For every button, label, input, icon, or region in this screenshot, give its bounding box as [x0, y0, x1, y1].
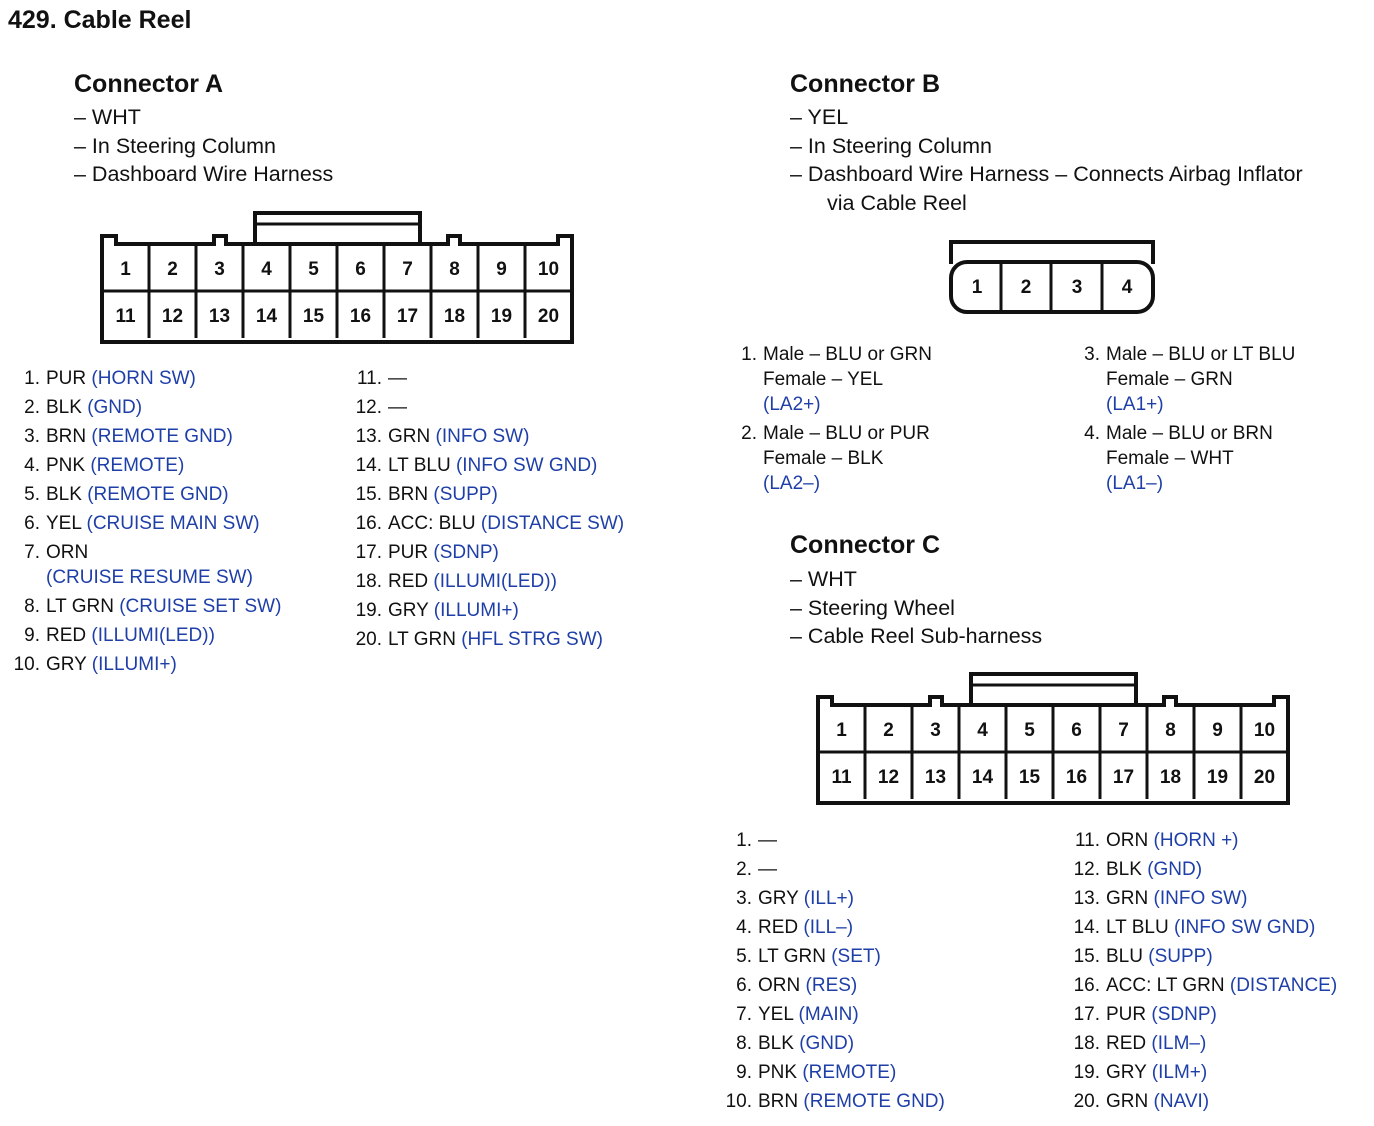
pin-wire-color: ACC: BLU: [388, 513, 476, 534]
pin-function: (REMOTE): [90, 455, 185, 476]
connector-a-diagram: [98, 210, 578, 348]
pin-function: (SDNP): [433, 542, 499, 563]
connector-b-pin-list-left: [733, 342, 1063, 502]
pin-entry: [724, 886, 854, 911]
pin-function: (REMOTE GND): [91, 426, 233, 447]
pin-number: 4.: [1084, 423, 1100, 444]
pin-function: (REMOTE): [802, 1062, 897, 1083]
pin-number: 18.: [355, 571, 382, 592]
pin-number: 10.: [13, 654, 40, 675]
pin-function: (GND): [1147, 859, 1203, 880]
pin-function: (HFL STRG SW): [461, 629, 603, 650]
connector-pin-number: 4: [977, 720, 988, 741]
connector-a-description: [74, 103, 333, 189]
pin-number: 15.: [355, 484, 382, 505]
pin-entry: [350, 540, 499, 565]
pin-entry: [1066, 828, 1239, 853]
pin-entry: [8, 424, 233, 449]
pin-wire-color: LT GRN: [388, 629, 456, 650]
connector-lock-tab: [255, 213, 420, 244]
pin-wire-color: LT GRN: [46, 596, 114, 617]
connector-b-pin-list-right: [1076, 342, 1366, 502]
pin-entry: [724, 1002, 859, 1027]
pin-entry: [350, 482, 498, 507]
pin-male-wire: Male – BLU or BRN: [1106, 423, 1273, 444]
pin-wire-color: LT BLU: [388, 455, 451, 476]
pin-function: (LA2+): [763, 394, 821, 415]
pin-entry: [733, 342, 932, 417]
pin-wire-color: PNK: [758, 1062, 798, 1083]
pin-number: 11.: [1074, 830, 1100, 851]
connector-pin-number: 8: [1165, 720, 1176, 741]
connector-a-desc-line: – Dashboard Wire Harness: [74, 162, 334, 186]
connector-pin-number: 14: [971, 767, 994, 788]
connector-pin-number: 16: [349, 306, 372, 327]
connector-pin-number: 19: [1206, 767, 1229, 788]
page-title: 429. Cable Reel: [8, 6, 192, 34]
pin-number: 5.: [24, 484, 40, 505]
pin-entry: [8, 594, 281, 619]
connector-c-title: Connector C: [790, 531, 940, 559]
pin-entry: [1066, 1060, 1207, 1085]
pin-entry: [1066, 915, 1315, 940]
connector-a-desc-line: – WHT: [74, 105, 141, 129]
pin-female-wire: Female – WHT: [1106, 448, 1234, 469]
pin-function: (ILL+): [803, 888, 854, 909]
pin-number: 3.: [1084, 344, 1100, 365]
connector-pin-number: 13: [924, 767, 947, 788]
connector-pin-number: 14: [255, 306, 278, 327]
pin-male-wire: Male – BLU or PUR: [763, 423, 930, 444]
connector-a-pin-list-right: [350, 366, 680, 666]
pin-entry: [350, 453, 597, 478]
pin-female-wire: Female – GRN: [1106, 369, 1233, 390]
pin-number: 1.: [736, 830, 752, 851]
pin-wire-color: GRY: [1106, 1062, 1147, 1083]
connector-pin-number: 2: [167, 259, 178, 280]
connector-pin-number: 1: [120, 259, 131, 280]
connector-b-desc-line: – Dashboard Wire Harness – Connects Airbag Inflator: [790, 162, 1303, 186]
connector-pin-number: 2: [883, 720, 894, 741]
pin-wire-color: LT BLU: [1106, 917, 1169, 938]
pin-function: (GND): [799, 1033, 855, 1054]
pin-function: (ILLUMI(LED)): [433, 571, 557, 592]
pin-function: (LA1+): [1106, 394, 1164, 415]
pin-number: 4.: [736, 917, 752, 938]
pin-entry: [8, 366, 196, 391]
connector-c-diagram: [814, 671, 1294, 809]
pin-function: (ILL–): [803, 917, 854, 938]
pin-function: (SUPP): [1148, 946, 1213, 967]
pin-number: 8.: [736, 1033, 752, 1054]
pin-entry: [724, 944, 881, 969]
pin-wire-color: BRN: [758, 1091, 799, 1112]
pin-entry: [1066, 1002, 1217, 1027]
pin-entry: [724, 1031, 854, 1056]
connector-pin-number: 20: [537, 306, 560, 327]
pin-wire-color: ORN: [758, 975, 801, 996]
pin-wire-color: GRN: [1106, 888, 1149, 909]
pin-entry: [8, 482, 229, 507]
pin-entry: [1066, 1089, 1209, 1114]
pin-number: 11.: [356, 368, 382, 389]
connector-pin-number: 6: [355, 259, 366, 280]
pin-entry: [724, 1060, 896, 1085]
connector-pin-number: 1: [971, 277, 983, 298]
pin-entry: [1066, 857, 1202, 882]
connector-pin-number: 9: [496, 259, 507, 280]
pin-function: (NAVI): [1153, 1091, 1210, 1112]
pin-number: 7.: [24, 542, 40, 563]
pin-number: 1.: [741, 344, 757, 365]
pin-wire-color: BLK: [46, 484, 82, 505]
connector-b-description: [790, 103, 1303, 217]
pin-wire-color: RED: [1106, 1033, 1147, 1054]
connector-a-title: Connector A: [74, 70, 224, 98]
connector-b-desc-line: – In Steering Column: [790, 133, 992, 158]
pin-function: (ILM+): [1151, 1062, 1208, 1083]
pin-function: (LA2–): [763, 473, 821, 494]
pin-entry: [724, 857, 777, 882]
pin-wire-color: ORN: [46, 542, 89, 563]
pin-entry: [8, 652, 177, 677]
connector-pin-number: 18: [1159, 767, 1182, 788]
pin-entry: [8, 623, 215, 648]
pin-function: (ILLUMI+): [91, 654, 177, 675]
connector-pin-number: 5: [1024, 720, 1035, 741]
pin-function: (SUPP): [433, 484, 498, 505]
connector-pin-number: 4: [261, 259, 272, 280]
pin-function: (INFO SW): [435, 426, 530, 447]
pin-entry: [724, 973, 857, 998]
connector-c-desc-line: – Cable Reel Sub-harness: [790, 624, 1043, 648]
connector-pin-number: 5: [308, 259, 319, 280]
connector-pin-number: 17: [396, 306, 419, 327]
pin-function: (INFO SW GND): [455, 455, 598, 476]
pin-number: 13.: [1073, 888, 1100, 909]
pin-function: (ILLUMI(LED)): [91, 625, 215, 646]
pin-entry: [350, 424, 529, 449]
pin-entry: [350, 395, 407, 420]
connector-pin-number: 18: [443, 306, 466, 327]
pin-function: (ILLUMI+): [433, 600, 519, 621]
connector-pin-number: 15: [302, 306, 325, 327]
pin-number: 6.: [24, 513, 40, 534]
connector-pin-number: 3: [930, 720, 941, 741]
pin-wire-color: BRN: [388, 484, 429, 505]
pin-number: 12.: [355, 397, 382, 418]
pin-function: (INFO SW GND): [1173, 917, 1316, 938]
pin-number: 17.: [355, 542, 382, 563]
connector-b-desc-line: – YEL: [790, 105, 849, 129]
pin-number: 2.: [741, 423, 757, 444]
pin-number: 17.: [1073, 1004, 1100, 1025]
connector-pin-number: 9: [1212, 720, 1223, 741]
connector-pin-number: 13: [208, 306, 231, 327]
pin-wire-color: YEL: [758, 1004, 794, 1025]
pin-wire-color: PUR: [1106, 1004, 1147, 1025]
connector-b-diagram: [946, 238, 1158, 316]
pin-wire-color: BLK: [758, 1033, 794, 1054]
pin-number: 3.: [736, 888, 752, 909]
pin-number: 18.: [1073, 1033, 1100, 1054]
connector-pin-number: 8: [449, 259, 460, 280]
pin-number: 9.: [736, 1062, 752, 1083]
pin-wire-color: YEL: [46, 513, 82, 534]
pin-wire-color: BLK: [1106, 859, 1142, 880]
connector-pin-number: 7: [1118, 720, 1129, 741]
pin-female-wire: Female – YEL: [763, 369, 884, 390]
pin-entry: [8, 453, 184, 478]
pin-number: 5.: [736, 946, 752, 967]
connector-c-description: [790, 565, 1042, 651]
pin-male-wire: Male – BLU or LT BLU: [1106, 344, 1296, 365]
pin-wire-color: GRN: [388, 426, 431, 447]
pin-function: (HORN +): [1153, 830, 1239, 851]
pin-wire-color: BLK: [46, 397, 82, 418]
connector-pin-number: 10: [1253, 720, 1276, 741]
connector-pin-number: 7: [402, 259, 413, 280]
pin-female-wire: Female – BLK: [763, 448, 884, 469]
pin-entry: [350, 366, 407, 391]
pin-number: 8.: [24, 596, 40, 617]
pin-wire-color: ACC: LT GRN: [1106, 975, 1225, 996]
connector-a-pin-list-left: [8, 366, 338, 686]
connector-c-pin-list-left: [724, 828, 1054, 1118]
pin-entry: [733, 421, 930, 496]
pin-wire-color: —: [388, 368, 407, 389]
connector-pin-number: 3: [1071, 277, 1083, 298]
pin-wire-color: RED: [758, 917, 799, 938]
connector-pin-number: 20: [1253, 767, 1276, 788]
pin-function: (REMOTE GND): [87, 484, 229, 505]
connector-c-desc-line: – WHT: [790, 567, 857, 591]
pin-function: (DISTANCE): [1229, 975, 1338, 996]
pin-entry: [724, 1089, 945, 1114]
pin-number: 2.: [736, 859, 752, 880]
pin-number: 19.: [355, 600, 382, 621]
pin-function: (SET): [831, 946, 881, 967]
pin-entry: [1066, 886, 1247, 911]
pin-entry: [1076, 342, 1295, 417]
connector-c-desc-line: – Steering Wheel: [790, 595, 955, 620]
connector-pin-number: 10: [537, 259, 560, 280]
pin-number: 16.: [1073, 975, 1100, 996]
pin-number: 6.: [736, 975, 752, 996]
pin-function: (LA1–): [1106, 473, 1164, 494]
pin-function: (GND): [87, 397, 143, 418]
pin-wire-color: GRY: [46, 654, 87, 675]
pin-number: 2.: [24, 397, 40, 418]
pin-number: 15.: [1073, 946, 1100, 967]
pin-entry: [1066, 973, 1337, 998]
pin-function: (CRUISE SET SW): [119, 596, 282, 617]
connector-pin-number: 17: [1112, 767, 1135, 788]
pin-entry: [350, 598, 519, 623]
pin-entry: [350, 627, 603, 652]
pin-number: 20.: [355, 629, 382, 650]
connector-b-desc-line: via Cable Reel: [827, 190, 967, 215]
pin-entry: [1066, 944, 1213, 969]
pin-number: 7.: [736, 1004, 752, 1025]
pin-number: 12.: [1073, 859, 1100, 880]
pin-entry: [350, 511, 624, 536]
pin-function: (DISTANCE SW): [480, 513, 625, 534]
connector-b-title: Connector B: [790, 70, 940, 98]
connector-pin-number: 11: [831, 767, 852, 788]
pin-function: (RES): [805, 975, 858, 996]
pin-number: 16.: [355, 513, 382, 534]
pin-wire-color: RED: [388, 571, 429, 592]
connector-pin-number: 12: [877, 767, 900, 788]
pin-entry: [1076, 421, 1273, 496]
connector-pin-number: 4: [1121, 277, 1133, 298]
connector-pin-number: 1: [836, 720, 847, 741]
pin-wire-color: RED: [46, 625, 87, 646]
connector-a-desc-line: – In Steering Column: [74, 133, 276, 158]
pin-entry: [8, 395, 142, 420]
pin-wire-color: ORN: [1106, 830, 1149, 851]
pin-wire-color: —: [758, 830, 777, 851]
pin-number: 14.: [355, 455, 382, 476]
pin-number: 9.: [24, 625, 40, 646]
pin-wire-color: PNK: [46, 455, 86, 476]
pin-number: 19.: [1073, 1062, 1100, 1083]
pin-wire-color: GRN: [1106, 1091, 1149, 1112]
connector-pin-number: 15: [1018, 767, 1041, 788]
pin-number: 1.: [24, 368, 40, 389]
pin-wire-color: PUR: [46, 368, 87, 389]
pin-function: (CRUISE MAIN SW): [86, 513, 260, 534]
pin-number: 3.: [24, 426, 40, 447]
pin-number: 4.: [24, 455, 40, 476]
pin-number: 13.: [355, 426, 382, 447]
connector-pin-number: 19: [490, 306, 513, 327]
pin-function: (HORN SW): [91, 368, 196, 389]
connector-pin-number: 2: [1020, 277, 1032, 298]
pin-number: 14.: [1073, 917, 1100, 938]
pin-function: (MAIN): [798, 1004, 859, 1025]
pin-wire-color: LT GRN: [758, 946, 826, 967]
pin-wire-color: GRY: [388, 600, 429, 621]
pin-function: (INFO SW): [1153, 888, 1248, 909]
connector-pin-number: 11: [115, 306, 136, 327]
pin-function: (REMOTE GND): [803, 1091, 945, 1112]
pin-function: (SDNP): [1151, 1004, 1217, 1025]
pin-function: (CRUISE RESUME SW): [46, 567, 253, 588]
connector-c-pin-list-right: [1066, 828, 1371, 1118]
pin-wire-color: PUR: [388, 542, 429, 563]
pin-entry: [1066, 1031, 1206, 1056]
pin-number: 10.: [725, 1091, 752, 1112]
pin-function: (ILM–): [1151, 1033, 1207, 1054]
pin-wire-color: —: [388, 397, 407, 418]
pin-wire-color: BRN: [46, 426, 87, 447]
connector-pin-number: 6: [1071, 720, 1082, 741]
pin-wire-color: BLU: [1106, 946, 1143, 967]
connector-pin-number: 12: [161, 306, 184, 327]
connector-pin-number: 16: [1065, 767, 1088, 788]
pin-male-wire: Male – BLU or GRN: [763, 344, 932, 365]
pin-entry: [350, 569, 557, 594]
pin-number: 20.: [1073, 1091, 1100, 1112]
pin-wire-color: —: [758, 859, 777, 880]
pin-wire-color: GRY: [758, 888, 799, 909]
pin-entry: [8, 511, 260, 536]
pin-entry: [8, 540, 253, 590]
connector-pin-number: 3: [214, 259, 225, 280]
pin-entry: [724, 828, 777, 853]
pin-entry: [724, 915, 853, 940]
connector-lock-tab: [971, 674, 1136, 705]
